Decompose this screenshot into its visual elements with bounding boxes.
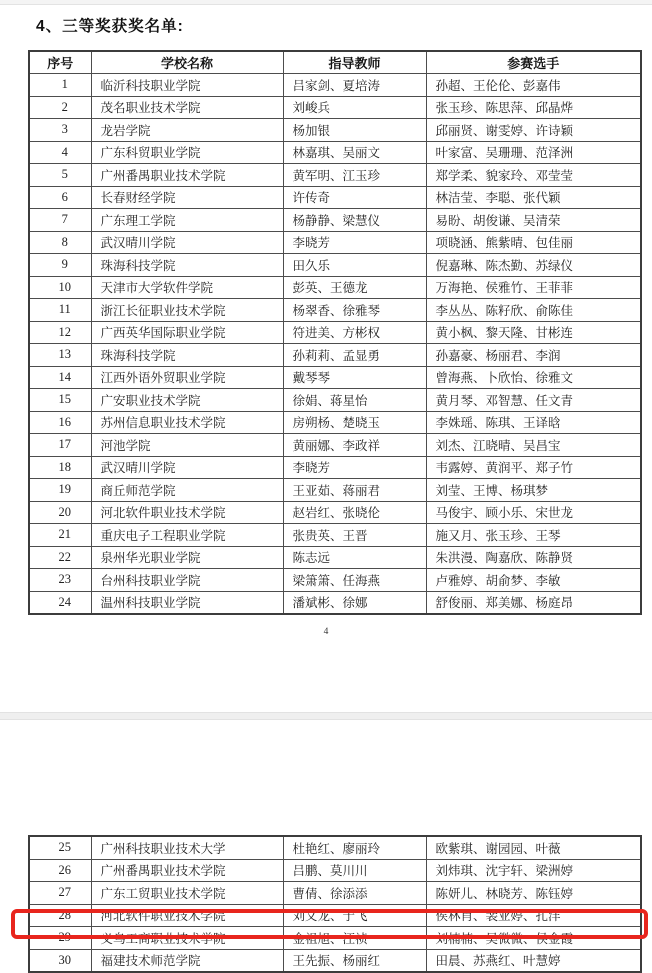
cell-teachers: 潘斌彬、徐娜	[283, 591, 426, 614]
table-row	[29, 231, 641, 254]
cell-teachers: 张贵英、王晋	[283, 524, 426, 547]
cell-contestants: 刘莹、王博、杨琪梦	[426, 479, 641, 502]
cell-school: 河池学院	[91, 434, 283, 457]
header-no: 序号	[29, 51, 91, 74]
cell-school: 河北软件职业技术学院	[91, 501, 283, 524]
cell-contestants: 曾海燕、卜欣怡、徐雅文	[426, 366, 641, 389]
cell-no: 20	[29, 501, 91, 524]
cell-contestants: 施又月、张玉珍、王琴	[426, 524, 641, 547]
cell-teachers: 徐娟、蒋星怡	[283, 389, 426, 412]
cell-contestants: 侯林肖、裴亚婷、孔洋	[426, 904, 641, 927]
cell-no: 27	[29, 882, 91, 905]
table-row	[29, 501, 641, 524]
cell-teachers: 王亚茹、蒋丽君	[283, 479, 426, 502]
cell-contestants: 倪嘉琳、陈杰勤、苏绿仪	[426, 254, 641, 277]
awards-table-page2	[28, 835, 642, 973]
cell-no: 23	[29, 569, 91, 592]
header-school: 学校名称	[91, 51, 283, 74]
cell-contestants: 韦露婷、黄润平、郑子竹	[426, 456, 641, 479]
cell-teachers: 杨加银	[283, 119, 426, 142]
cell-contestants: 张玉珍、陈思萍、邱晶烨	[426, 96, 641, 119]
cell-teachers: 杜艳红、廖丽玲	[283, 836, 426, 859]
cell-no: 12	[29, 321, 91, 344]
cell-no: 4	[29, 141, 91, 164]
cell-school: 福建技术师范学院	[91, 949, 283, 972]
cell-no: 13	[29, 344, 91, 367]
cell-school: 泉州华光职业学院	[91, 546, 283, 569]
cell-no: 29	[29, 927, 91, 950]
cell-contestants: 李丛丛、陈籽欣、俞陈佳	[426, 299, 641, 322]
table-row	[29, 96, 641, 119]
cell-school: 茂名职业技术学院	[91, 96, 283, 119]
table-row	[29, 366, 641, 389]
cell-teachers: 梁箫箫、任海燕	[283, 569, 426, 592]
section-title: 4、三等奖获奖名单:	[36, 18, 184, 35]
cell-teachers: 刘峻兵	[283, 96, 426, 119]
cell-teachers: 杨静静、梁慧仪	[283, 209, 426, 232]
cell-school: 长春财经学院	[91, 186, 283, 209]
cell-no: 15	[29, 389, 91, 412]
cell-school: 台州科技职业学院	[91, 569, 283, 592]
cell-school: 江西外语外贸职业学院	[91, 366, 283, 389]
table-row	[29, 434, 641, 457]
cell-school: 武汉晴川学院	[91, 456, 283, 479]
cell-no: 30	[29, 949, 91, 972]
cell-contestants: 田晨、苏燕红、叶慧婷	[426, 949, 641, 972]
cell-school: 广东理工学院	[91, 209, 283, 232]
cell-no: 2	[29, 96, 91, 119]
cell-contestants: 孙超、王伦伦、彭嘉伟	[426, 74, 641, 97]
table-row	[29, 524, 641, 547]
cell-no: 1	[29, 74, 91, 97]
cell-no: 19	[29, 479, 91, 502]
cell-teachers: 李晓芳	[283, 456, 426, 479]
cell-contestants: 舒俊丽、郑美娜、杨庭昂	[426, 591, 641, 614]
cell-contestants: 刘楠楠、吴微微、侯金霞	[426, 927, 641, 950]
cell-no: 10	[29, 276, 91, 299]
table-row	[29, 186, 641, 209]
table-row	[29, 591, 641, 614]
cell-school: 苏州信息职业技术学院	[91, 411, 283, 434]
cell-school: 浙江长征职业技术学院	[91, 299, 283, 322]
cell-no: 9	[29, 254, 91, 277]
cell-contestants: 万海艳、侯雅竹、王菲菲	[426, 276, 641, 299]
cell-contestants: 刘杰、江晓晴、吴昌宝	[426, 434, 641, 457]
cell-contestants: 孙嘉豪、杨丽君、李润	[426, 344, 641, 367]
cell-school: 广州番禺职业技术学院	[91, 859, 283, 882]
table-row	[29, 904, 641, 927]
cell-school: 临沂科技职业学院	[91, 74, 283, 97]
table-row	[29, 119, 641, 142]
table-row	[29, 456, 641, 479]
cell-contestants: 郑学柔、貌家玲、邓莹莹	[426, 164, 641, 187]
cell-teachers: 杨翠香、徐雅琴	[283, 299, 426, 322]
viewer-top-edge	[0, 0, 652, 5]
table-row	[29, 882, 641, 905]
cell-contestants: 李姝瑶、陈琪、王译晗	[426, 411, 641, 434]
table-row	[29, 949, 641, 972]
cell-no: 24	[29, 591, 91, 614]
page-number: 4	[323, 627, 329, 637]
cell-no: 22	[29, 546, 91, 569]
cell-teachers: 赵岩红、张晓伦	[283, 501, 426, 524]
cell-teachers: 林嘉琪、吴丽文	[283, 141, 426, 164]
cell-teachers: 许传奇	[283, 186, 426, 209]
cell-contestants: 项晓涵、熊紫晴、包佳丽	[426, 231, 641, 254]
cell-school: 广西英华国际职业学院	[91, 321, 283, 344]
table-row	[29, 254, 641, 277]
table-row	[29, 546, 641, 569]
cell-school: 义乌工商职业技术学院	[91, 927, 283, 950]
cell-school: 广州番禺职业技术学院	[91, 164, 283, 187]
table-row	[29, 411, 641, 434]
table-row	[29, 344, 641, 367]
cell-teachers: 王先振、杨丽红	[283, 949, 426, 972]
cell-contestants: 易盼、胡俊谦、吴清荣	[426, 209, 641, 232]
cell-school: 河北软件职业技术学院	[91, 904, 283, 927]
cell-contestants: 林洁莹、李聪、张代颖	[426, 186, 641, 209]
table-row	[29, 479, 641, 502]
cell-teachers: 吕家剑、夏培涛	[283, 74, 426, 97]
table-row	[29, 836, 641, 859]
cell-school: 珠海科技学院	[91, 254, 283, 277]
cell-no: 8	[29, 231, 91, 254]
cell-no: 25	[29, 836, 91, 859]
cell-school: 龙岩学院	[91, 119, 283, 142]
cell-school: 珠海科技学院	[91, 344, 283, 367]
cell-teachers: 黄军明、江玉珍	[283, 164, 426, 187]
cell-contestants: 刘炜琪、沈宇轩、梁洲婷	[426, 859, 641, 882]
page-separator	[0, 712, 652, 720]
cell-teachers: 金祖旭、汪祯	[283, 927, 426, 950]
cell-teachers: 李晓芳	[283, 231, 426, 254]
table-row	[29, 164, 641, 187]
cell-no: 28	[29, 904, 91, 927]
table-row	[29, 74, 641, 97]
table-row	[29, 859, 641, 882]
cell-school: 温州科技职业学院	[91, 591, 283, 614]
cell-school: 广东工贸职业技术学院	[91, 882, 283, 905]
cell-teachers: 戴琴琴	[283, 366, 426, 389]
cell-teachers: 田久乐	[283, 254, 426, 277]
table-row	[29, 569, 641, 592]
cell-contestants: 欧紫琪、谢园园、叶薇	[426, 836, 641, 859]
cell-contestants: 陈妍儿、林晓芳、陈钰婷	[426, 882, 641, 905]
cell-school: 广东科贸职业学院	[91, 141, 283, 164]
cell-teachers: 曹倩、徐添添	[283, 882, 426, 905]
cell-contestants: 邱丽贤、谢雯婷、许诗颖	[426, 119, 641, 142]
header-teachers: 指导教师	[283, 51, 426, 74]
cell-teachers: 陈志远	[283, 546, 426, 569]
cell-no: 14	[29, 366, 91, 389]
cell-no: 26	[29, 859, 91, 882]
cell-school: 武汉晴川学院	[91, 231, 283, 254]
cell-contestants: 黄月琴、邓智慧、任文青	[426, 389, 641, 412]
cell-school: 商丘师范学院	[91, 479, 283, 502]
table-row	[29, 276, 641, 299]
cell-teachers: 吕鹏、莫川川	[283, 859, 426, 882]
cell-school: 广安职业技术学院	[91, 389, 283, 412]
cell-no: 18	[29, 456, 91, 479]
cell-contestants: 叶家富、吴珊珊、范泽洲	[426, 141, 641, 164]
cell-no: 21	[29, 524, 91, 547]
cell-teachers: 房朔杨、楚晓玉	[283, 411, 426, 434]
cell-no: 16	[29, 411, 91, 434]
cell-no: 6	[29, 186, 91, 209]
cell-teachers: 刘义龙、于飞	[283, 904, 426, 927]
cell-teachers: 黄丽娜、李政祥	[283, 434, 426, 457]
cell-teachers: 符进美、方彬权	[283, 321, 426, 344]
cell-contestants: 马俊宇、顾小乐、宋世龙	[426, 501, 641, 524]
cell-school: 天津市大学软件学院	[91, 276, 283, 299]
cell-no: 7	[29, 209, 91, 232]
cell-teachers: 孙莉莉、孟显勇	[283, 344, 426, 367]
table-row	[29, 141, 641, 164]
cell-teachers: 彭英、王德龙	[283, 276, 426, 299]
awards-table-page1	[28, 50, 642, 615]
cell-contestants: 黄小枫、黎天隆、甘彬连	[426, 321, 641, 344]
table-row	[29, 927, 641, 950]
table-row	[29, 299, 641, 322]
table-row	[29, 321, 641, 344]
cell-no: 5	[29, 164, 91, 187]
cell-no: 11	[29, 299, 91, 322]
cell-school: 重庆电子工程职业学院	[91, 524, 283, 547]
table-header-row	[29, 51, 641, 74]
cell-no: 17	[29, 434, 91, 457]
cell-school: 广州科技职业技术大学	[91, 836, 283, 859]
cell-no: 3	[29, 119, 91, 142]
cell-contestants: 卢雅婷、胡俞梦、李敏	[426, 569, 641, 592]
cell-contestants: 朱洪漫、陶嘉欣、陈静贤	[426, 546, 641, 569]
table-row	[29, 209, 641, 232]
table-row	[29, 389, 641, 412]
header-contestants: 参赛选手	[426, 51, 641, 74]
